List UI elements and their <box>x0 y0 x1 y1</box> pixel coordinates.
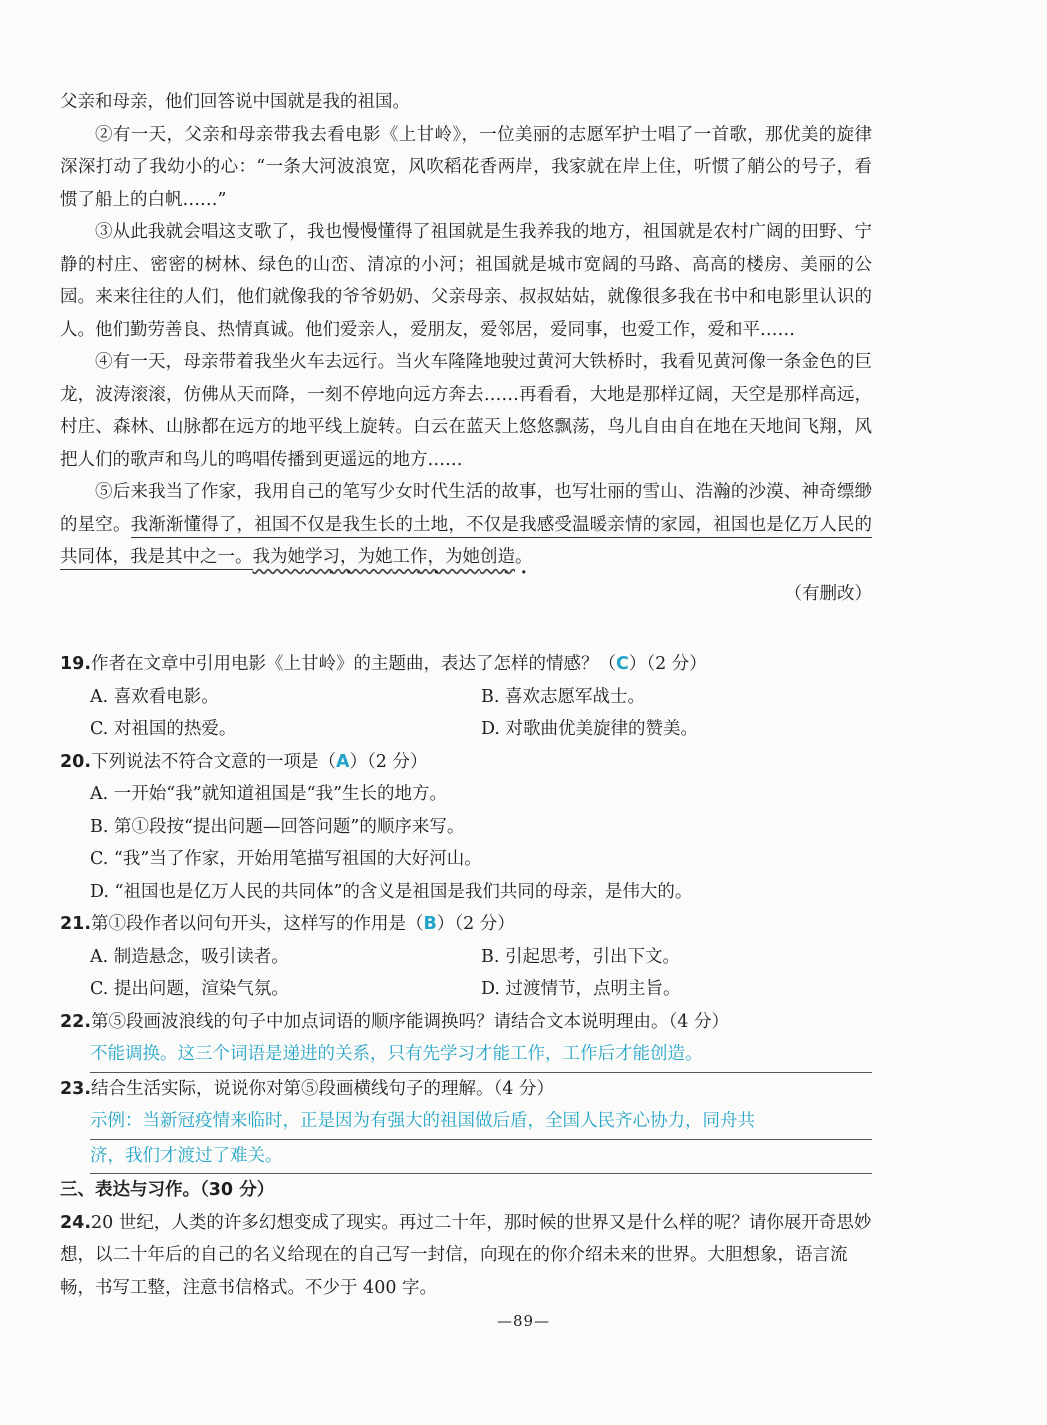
question-stem: 第①段作者以问句开头，这样写的作用是（ <box>91 914 424 934</box>
answer-line: 示例：当新冠疫情来临时，正是因为有强大的祖国做后盾，全国人民齐心协力，同舟共 <box>90 1105 872 1140</box>
question-stem: 第⑤段画波浪线的句子中加点词语的顺序能调换吗？请结合文本说明理由。（4 分） <box>91 1011 729 1032</box>
filled-answer: A <box>336 751 350 772</box>
option-c: C. 对祖国的热爱。 <box>90 719 237 739</box>
wavy-underlined-sentence <box>253 547 516 567</box>
option-b: B. 引起思考，引出下文。 <box>481 946 680 967</box>
passage-paragraph-3: ③从此我就会唱这支歌了，我也慢慢懂得了祖国就是生我养我的地方，祖国就是农村广阔的田野、宁静的村庄、密密的树林、绿色的山峦、清凉的小河；祖国就是城市宽阔的马路、高高的楼房、美丽的公园。来来往往的人们，他们就像我的爷爷奶奶、父亲母亲、叔叔姑姑，就像很多我在书中和电影里认识的人。他们勤劳善良、热情真诚。他们爱亲人，爱朋友，爱邻居，爱同事，也爱工作，爱和平…… <box>60 222 872 340</box>
question-19-options-row-2 <box>90 713 872 746</box>
option-d: D. 对歌曲优美旋律的赞美。 <box>481 719 699 739</box>
question-number: 20. <box>60 751 92 772</box>
option-a: A. 一开始“我”就知道祖国是“我”生长的地方。 <box>90 784 448 804</box>
filled-answer: C <box>616 654 629 674</box>
question-19 <box>60 648 872 681</box>
passage <box>60 86 872 610</box>
dotted-char: 造 <box>497 547 515 567</box>
wavy-part: ，为她 <box>427 547 480 567</box>
option-d: D. 过渡情节，点明主旨。 <box>481 979 681 999</box>
question-19-options-row-1 <box>90 681 872 714</box>
answer-line: 济，我们才渡过了难关。 <box>90 1140 872 1175</box>
option-a: A. 制造悬念，吸引读者。 <box>90 946 289 967</box>
question-21-options-row-2 <box>90 973 872 1006</box>
option-b: B. 喜欢志愿军战士。 <box>481 686 645 707</box>
question-number: 19. <box>60 654 92 674</box>
passage-paragraph-4: ④有一天，母亲带着我坐火车去远行。当火车隆隆地驶过黄河大铁桥时，我看见黄河像一条金色的巨龙，波涛滚滚，仿佛从天而降，一刻不停地向远方奔去……再看看，大地是那样辽阔，天空是那样高远，村庄、森林、山脉都在远方的地平线上旋转。白云在蓝天上悠悠飘荡，鸟儿自由自在地在天地间飞翔，风把人们的歌声和鸟儿的鸣唱传播到更遥远的地方…… <box>60 352 872 470</box>
wavy-part: 我为她 <box>252 547 305 567</box>
question-points: ）（2 分） <box>628 654 707 674</box>
passage-paragraph-5 <box>60 476 872 574</box>
question-21-options-row-1 <box>90 941 872 974</box>
dotted-char: 习 <box>322 547 340 567</box>
passage-paragraph-1-tail: 父亲和母亲，他们回答说中国就是我的祖国。 <box>60 92 410 112</box>
dotted-char: 工 <box>392 547 410 567</box>
option-b: B. 第①段按“提出问题—回答问题”的顺序来写。 <box>90 816 465 837</box>
question-number: 24. <box>60 1212 92 1233</box>
option-c: C. 提出问题，渲染气氛。 <box>90 979 289 999</box>
paragraph-5-lead: ⑤后来我当了作家，我用自己的笔写少女时代生活的故事，也写壮丽的雪山、浩瀚的沙漠、神奇缥缈的星空。 <box>60 482 872 535</box>
question-21 <box>60 908 872 941</box>
option-a: A. 喜欢看电影。 <box>90 686 219 707</box>
question-20 <box>60 746 872 779</box>
wavy-part: ，为她 <box>340 547 393 567</box>
question-number: 22. <box>60 1011 92 1032</box>
dotted-char: 学 <box>305 547 323 567</box>
question-stem: 20 世纪，人类的许多幻想变成了现实。再过二十年，那时候的世界又是什么样的呢？请你展开奇思妙想，以二十年后的自己的名义给现在的自己写一封信，向现在的你介绍未来的世界。大胆想象，语言流畅，书写工整，注意书信格式。不少于 400 字。 <box>60 1212 872 1298</box>
passage-paragraph-2: ②有一天，父亲和母亲带我去看电影《上甘岭》，一位美丽的志愿军护士唱了一首歌，那优美的旋律深深打动了我幼小的心：“一条大河波浪宽，风吹稻花香两岸，我家就在岸上住，听惯了艄公的号子，看惯了船上的白帆……” <box>60 124 872 210</box>
questions <box>60 648 872 1304</box>
question-stem: 作者在文章中引用电影《上甘岭》的主题曲，表达了怎样的情感？（ <box>91 654 617 674</box>
option-d: D. “祖国也是亿万人民的共同体”的含义是祖国是我们共同的母亲，是伟大的。 <box>90 881 693 902</box>
question-number: 23. <box>60 1078 92 1099</box>
question-points: ）（2 分） <box>349 751 428 772</box>
filled-answer: B <box>423 914 437 934</box>
question-24 <box>60 1207 872 1305</box>
dotted-char: 创 <box>480 547 498 567</box>
source-note: （有删改） <box>784 583 872 604</box>
option-c: C. “我”当了作家，开始用笔描写祖国的大好河山。 <box>90 849 482 869</box>
question-23 <box>60 1073 872 1106</box>
question-22 <box>60 1006 872 1039</box>
section-heading: 三、表达与习作。（30 分） <box>60 1180 275 1200</box>
answer-line: 不能调换。这三个词语是递进的关系，只有先学习才能工作，工作后才能创造。 <box>90 1038 872 1073</box>
question-number: 21. <box>60 914 92 934</box>
question-stem: 结合生活实际，说说你对第⑤段画横线句子的理解。（4 分） <box>91 1078 554 1099</box>
paragraph-5-end: 。 <box>515 547 533 567</box>
question-points: ）（2 分） <box>436 914 515 934</box>
page-number: —89— <box>496 1312 551 1330</box>
question-stem: 下列说法不符合文意的一项是（ <box>91 751 337 772</box>
underlined-sentence: 我渐渐懂得了，祖国不仅是我生长的土地，不仅是我感受温暖亲情的家园，祖国也是亿万人民的共同体，我是其中之一。 <box>60 515 872 571</box>
dotted-char: 作 <box>410 547 428 567</box>
